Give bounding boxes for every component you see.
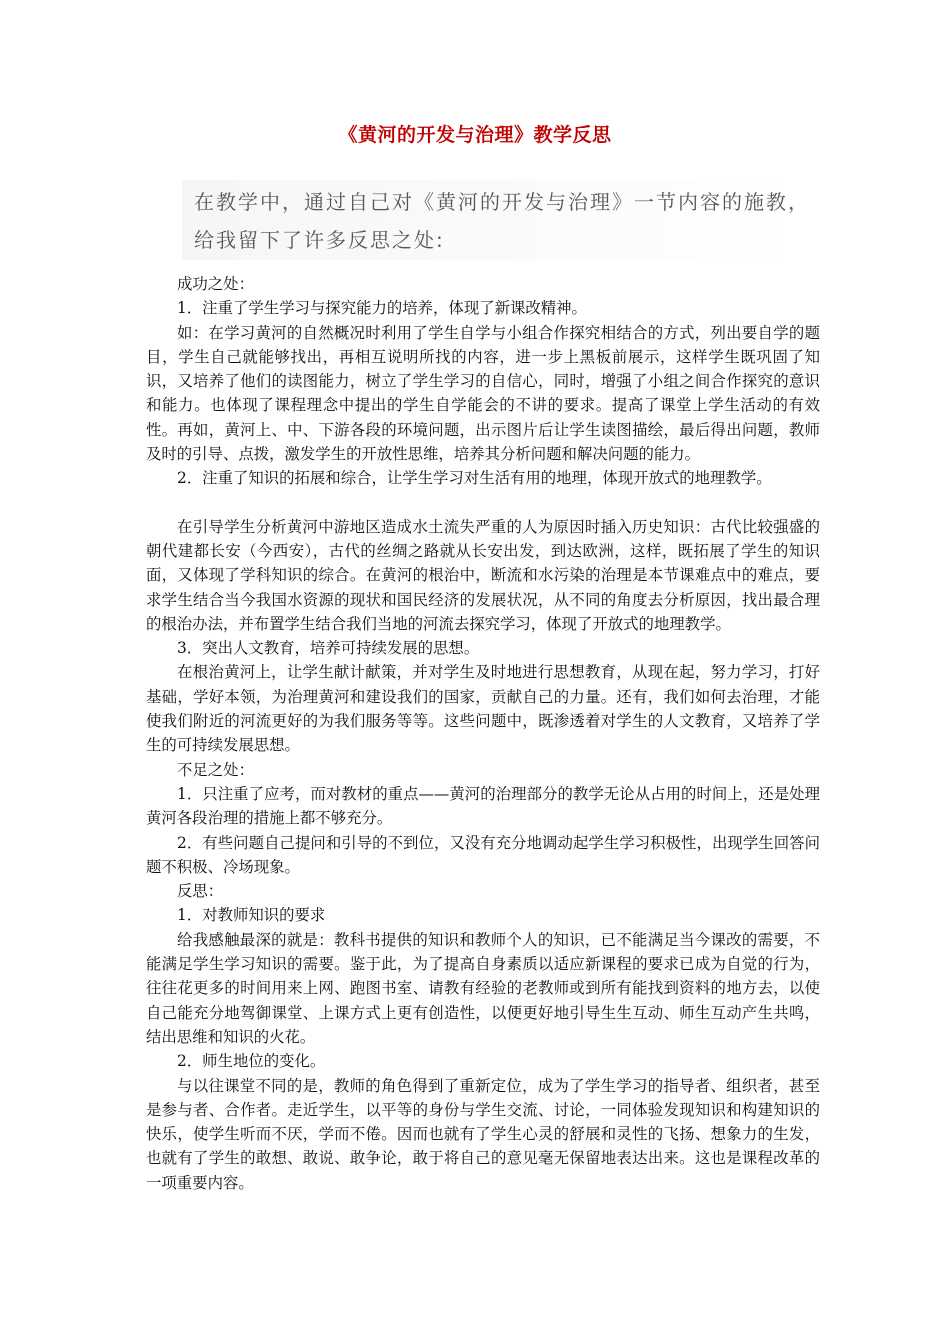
document-title: 《黄河的开发与治理》教学反思 [338,124,612,146]
body-paragraph: 在根治黄河上，让学生献计献策，并对学生及时地进行思想教育，从现在起，努力学习，打好基础，学好本领，为治理黄河和建设我们的国家，贡献自己的力量。还有，我们如何去治理，才能使我们附近的河流更好的为我们服务等等。这些问题中，既渗透着对学生的人文教育，又培养了学生的可持续发展思想。 [146,663,820,755]
point-heading: 1．注重了学生学习与探究能力的培养，体现了新课改精神。 [177,299,587,318]
point-heading: 2．师生地位的变化。 [177,1052,326,1071]
point-heading: 1．对教师知识的要求 [177,906,326,925]
document-body [146,272,820,1195]
scanned-intro-image [182,180,810,260]
body-paragraph: 2．有些问题自己提问和引导的不到位，又没有充分地调动起学生学习积极性，出现学生回答问题不积极、冷场现象。 [146,833,820,876]
body-paragraph: 在引导学生分析黄河中游地区造成水土流失严重的人为原因时插入历史知识：古代比较强盛的朝代建都长安（今西安），古代的丝绸之路就从长安出发，到达欧洲，这样，既拓展了学生的知识面，又体现了学科知识的综合。在黄河的根治中，断流和水污染的治理是本节课难点中的难点，要求学生结合当今我国水资源的现状和国民经济的发展状况，从不同的角度去分析原因，找出最合理的根治办法，并布置学生结合我们当地的河流去探究学习，体现了开放式的地理教学。 [146,517,820,633]
body-paragraph: 与以往课堂不同的是，教师的角色得到了重新定位，成为了学生学习的指导者、组织者，甚至是参与者、合作者。走近学生，以平等的身份与学生交流、讨论，一同体验发现知识和构建知识的快乐，使学生听而不厌，学而不倦。因而也就有了学生心灵的舒展和灵性的飞扬、想象力的生发，也就有了学生的敢想、敢说、敢争论，敢于将自己的意见毫无保留地表达出来。这也是课程改革的一项重要内容。 [146,1076,820,1192]
section-heading-shortcomings: 不足之处： [177,760,254,779]
point-heading: 2．注重了知识的拓展和综合，让学生学习对生活有用的地理，体现开放式的地理教学。 [177,469,772,488]
scanned-intro-line-2: 给我留下了许多反思之处: [194,228,445,252]
body-paragraph: 如：在学习黄河的自然概况时利用了学生自学与小组合作探究相结合的方式，列出要自学的题目，学生自己就能够找出，再相互说明所找的内容，进一步上黑板前展示，这样学生既巩固了知识，又培养了他们的读图能力，树立了学生学习的自信心，同时，增强了小组之间合作探究的意识和能力。也体现了课程理念中提出的学生自学能会的不讲的要求。提高了课堂上学生活动的有效性。再如，黄河上、中、下游各段的环境问题，出示图片后让学生读图描绘，最后得出问题，教师及时的引导、点拨，激发学生的开放性思维，培养其分析问题和解决问题的能力。 [146,323,820,464]
section-heading-reflection: 反思： [177,882,224,901]
scanned-intro-line-1: 在教学中，通过自己对《黄河的开发与治理》一节内容的施教， [194,190,810,214]
body-paragraph: 给我感触最深的就是：教科书提供的知识和教师个人的知识，已不能满足当今课改的需要，不能满足学生学习知识的需要。鉴于此，为了提高自身素质以适应新课程的要求已成为自觉的行为，往往花更多的时间用来上网、跑图书室、请教有经验的老教师或到所有能找到资料的地方去，以使自己能充分地驾御课堂、上课方式上更有创造性，以便更好地引导生生互动、师生互动产生共鸣，结出思维和知识的火花。 [146,930,820,1046]
point-heading: 3．突出人文教育，培养可持续发展的思想。 [177,639,480,658]
section-heading-success: 成功之处： [177,275,254,293]
body-paragraph: 1．只注重了应考，而对教材的重点——黄河的治理部分的教学无论从占用的时间上，还是处理黄河各段治理的措施上都不够充分。 [146,784,820,828]
